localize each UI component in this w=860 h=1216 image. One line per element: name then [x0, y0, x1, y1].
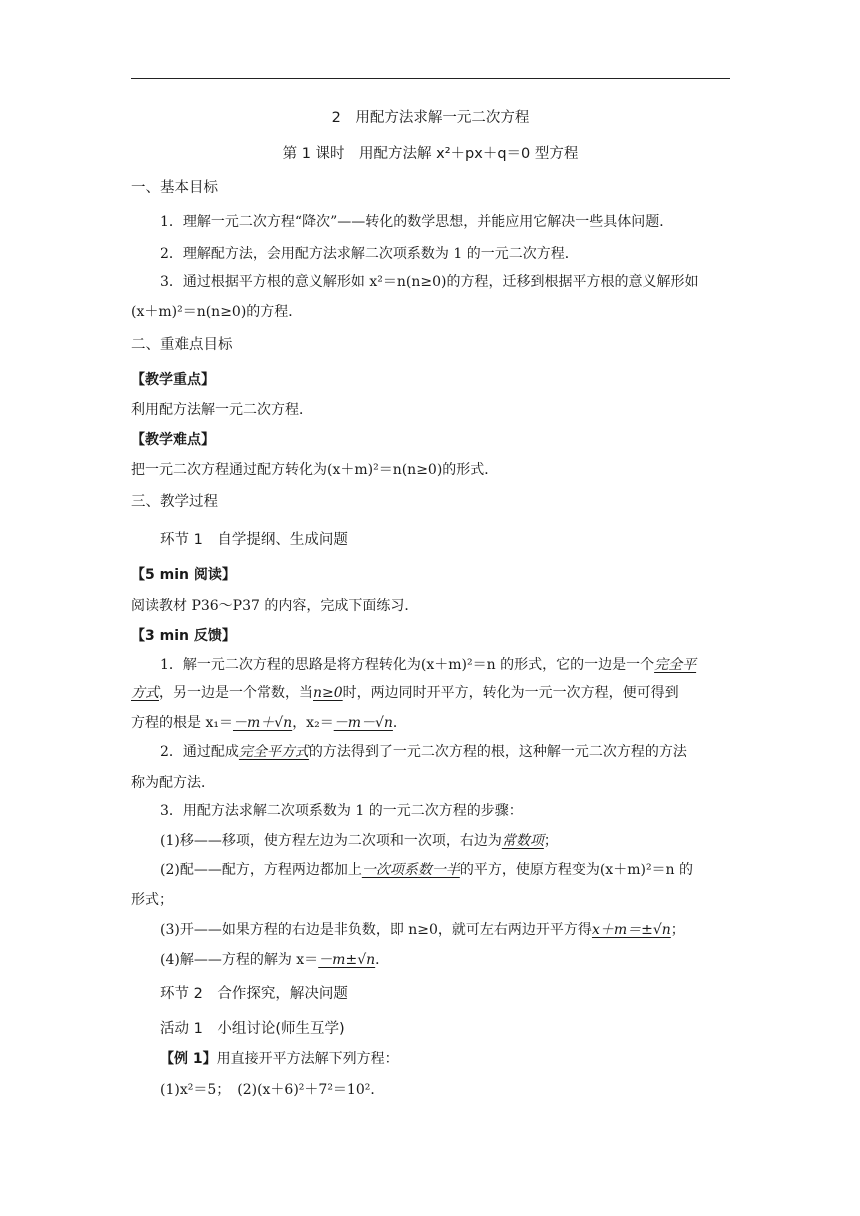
step-move: (1)移——移项，使方程左边为二次项和一次项，右边为常数项；	[160, 833, 558, 849]
answer-blank: －m±√n	[318, 952, 376, 968]
goal-item-2: 2．理解配方法，会用配方法求解二次项系数为 1 的一元二次方程．	[160, 246, 579, 262]
page-subtitle: 第 1 课时 用配方法解 x²＋px＋q＝0 型方程	[282, 146, 579, 162]
question-1-line-3: 方程的根是 x₁＝－m＋√n，x₂＝－m－√n．	[131, 715, 407, 731]
answer-blank: 方式	[131, 685, 159, 701]
focus-text: 利用配方法解一元二次方程．	[131, 402, 313, 418]
answer-blank: 一次项系数一半	[361, 862, 460, 878]
answer-blank: 常数项	[501, 833, 544, 849]
step-solve: (4)解——方程的解为 x＝－m±√n．	[160, 952, 390, 968]
section-basic-goals-title: 一、基本目标	[131, 180, 218, 196]
activity-title: 活动 1 小组讨论(师生互学)	[160, 1021, 345, 1037]
feedback-label: 【3 min 反馈】	[131, 628, 236, 644]
step1-title: 环节 1 自学提纲、生成问题	[160, 532, 348, 548]
header-rule	[131, 78, 730, 79]
step2-title: 环节 2 合作探究，解决问题	[160, 986, 348, 1002]
read-label: 【5 min 阅读】	[131, 567, 236, 583]
section-process-title: 三、教学过程	[131, 494, 218, 510]
answer-blank: －m＋√n	[232, 715, 293, 731]
answer-blank: 完全平	[654, 657, 697, 673]
answer-blank: n≥0	[313, 685, 343, 701]
example-label: 【例 1】	[160, 1051, 217, 1067]
focus-label: 【教学重点】	[131, 372, 215, 388]
read-text: 阅读教材 P36～P37 的内容，完成下面练习．	[131, 598, 419, 614]
goal-item-1: 1．理解一元二次方程“降次”——转化的数学思想，并能应用它解决一些具体问题．	[160, 214, 674, 230]
step-square-root: (3)开——如果方程的右边是非负数，即 n≥0，就可左右两边开平方得x＋m＝±√n；	[160, 922, 685, 938]
question-3: 3．用配方法求解二次项系数为 1 的一元二次方程的步骤：	[160, 803, 523, 819]
question-2-line-1: 2．通过配成完全平方式的方法得到了一元二次方程的根，这种解一元二次方程的方法	[160, 744, 687, 760]
question-1-line-1: 1．解一元二次方程的思路是将方程转化为(x＋m)²＝n 的形式，它的一边是一个完全平	[160, 657, 697, 673]
step-complete-square: (2)配——配方，方程两边都加上一次项系数一半的平方，使原方程变为(x＋m)²＝n 的	[160, 862, 694, 878]
difficulty-label: 【教学难点】	[131, 432, 215, 448]
section-key-goals-title: 二、重难点目标	[131, 337, 233, 353]
goal-item-3-cont: (x＋m)²＝n(n≥0)的方程．	[131, 304, 303, 320]
page-title: 2 用配方法求解一元二次方程	[331, 110, 530, 126]
example-equations: (1)x²＝5； (2)(x＋6)²＋7²＝10²．	[160, 1082, 385, 1098]
answer-blank: －m－√n	[333, 715, 393, 731]
step-complete-square-cont: 形式；	[131, 892, 173, 908]
answer-blank: x＋m＝±√n	[591, 922, 671, 938]
question-1-line-2: 方式，另一边是一个常数，当n≥0时，两边同时开平方，转化为一元一次方程，便可得到	[131, 685, 679, 701]
difficulty-text: 把一元二次方程通过配方转化为(x＋m)²＝n(n≥0)的形式．	[131, 462, 499, 478]
example-1: 【例 1】用直接开平方法解下列方程：	[160, 1051, 399, 1067]
goal-item-3: 3．通过根据平方根的意义解形如 x²＝n(n≥0)的方程，迁移到根据平方根的意义解形如	[160, 274, 699, 290]
answer-blank: 完全平方式	[238, 744, 309, 760]
question-2-line-2: 称为配方法．	[131, 775, 215, 791]
